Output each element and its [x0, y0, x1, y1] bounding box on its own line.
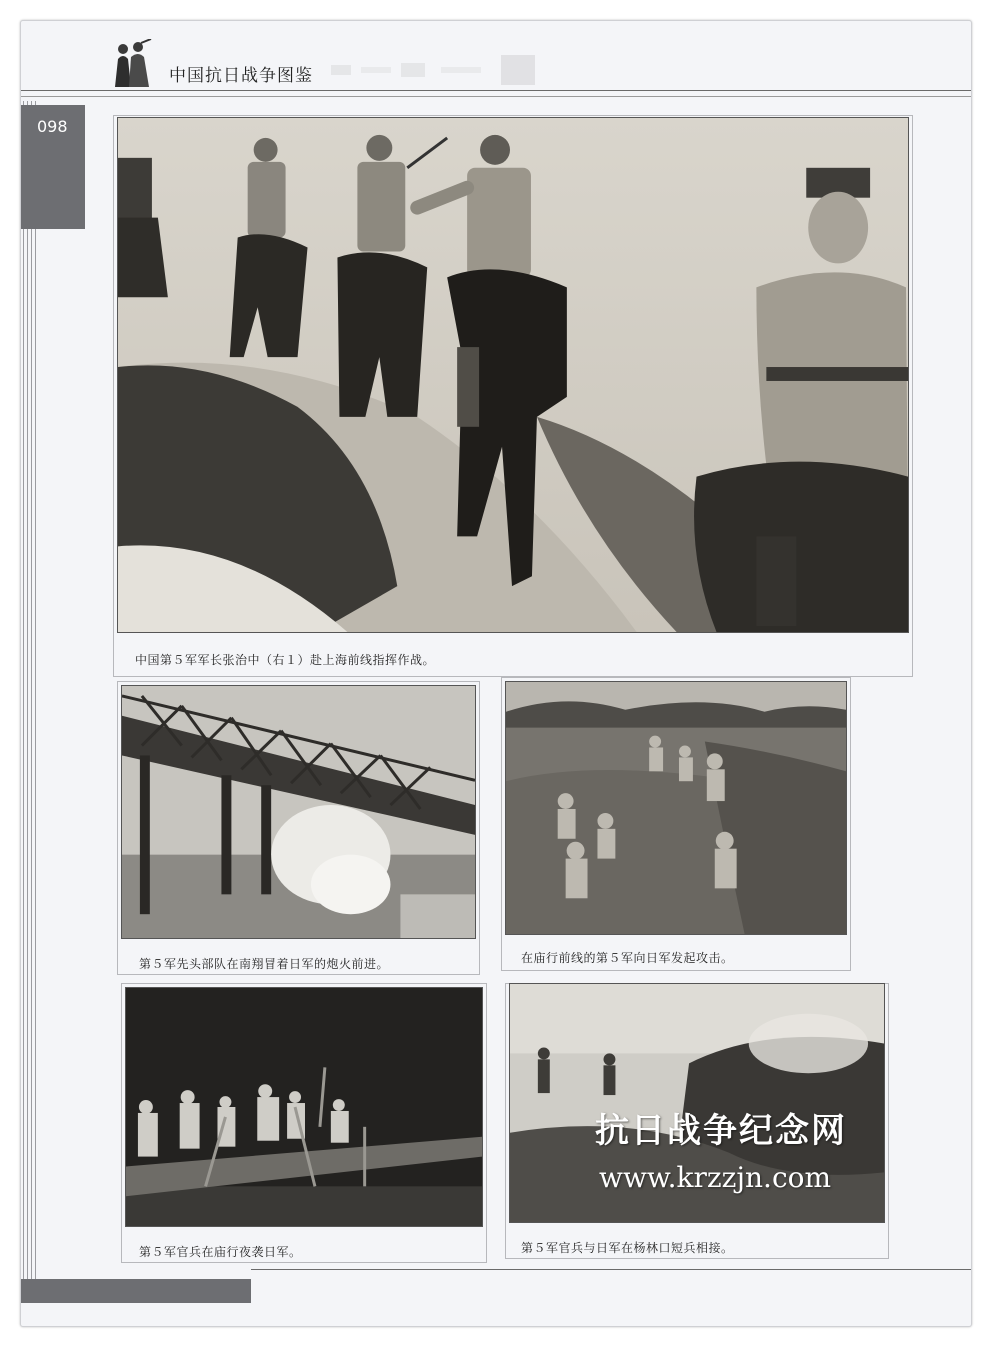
header-background-decoration — [321, 51, 561, 87]
caption-assault: 在庙行前线的第５军向日军发起攻击。 — [521, 951, 734, 965]
caption-bridge: 第５军先头部队在南翔冒着日军的炮火前进。 — [139, 957, 390, 971]
caption-main: 中国第５军军长张治中（右１）赴上海前线指挥作战。 — [135, 653, 436, 667]
photo-generals-on-horseback — [117, 117, 909, 633]
page-number-tab — [21, 105, 85, 229]
header-rule-secondary — [21, 96, 971, 97]
caption-close-combat: 第５军官兵与日军在杨林口短兵相接。 — [521, 1241, 734, 1255]
book-page — [20, 20, 972, 1327]
header-rule — [21, 90, 971, 91]
photo-bridge-advance — [121, 685, 476, 939]
caption-night-raid: 第５军官兵在庙行夜袭日军。 — [139, 1245, 302, 1259]
footer-bar — [21, 1279, 251, 1303]
page-number: 098 — [37, 117, 68, 136]
watermark-site-name: 抗日战争纪念网 — [595, 1111, 847, 1151]
watermark-url: www.krzzjn.com — [599, 1161, 832, 1194]
book-title: 中国抗日战争图鉴 — [169, 66, 313, 86]
page-edge-lines — [21, 101, 41, 1281]
photo-assault-miaohang — [505, 681, 847, 935]
footer-rule — [251, 1269, 971, 1270]
photo-night-raid — [125, 987, 483, 1227]
soldiers-emblem-icon — [111, 39, 153, 89]
